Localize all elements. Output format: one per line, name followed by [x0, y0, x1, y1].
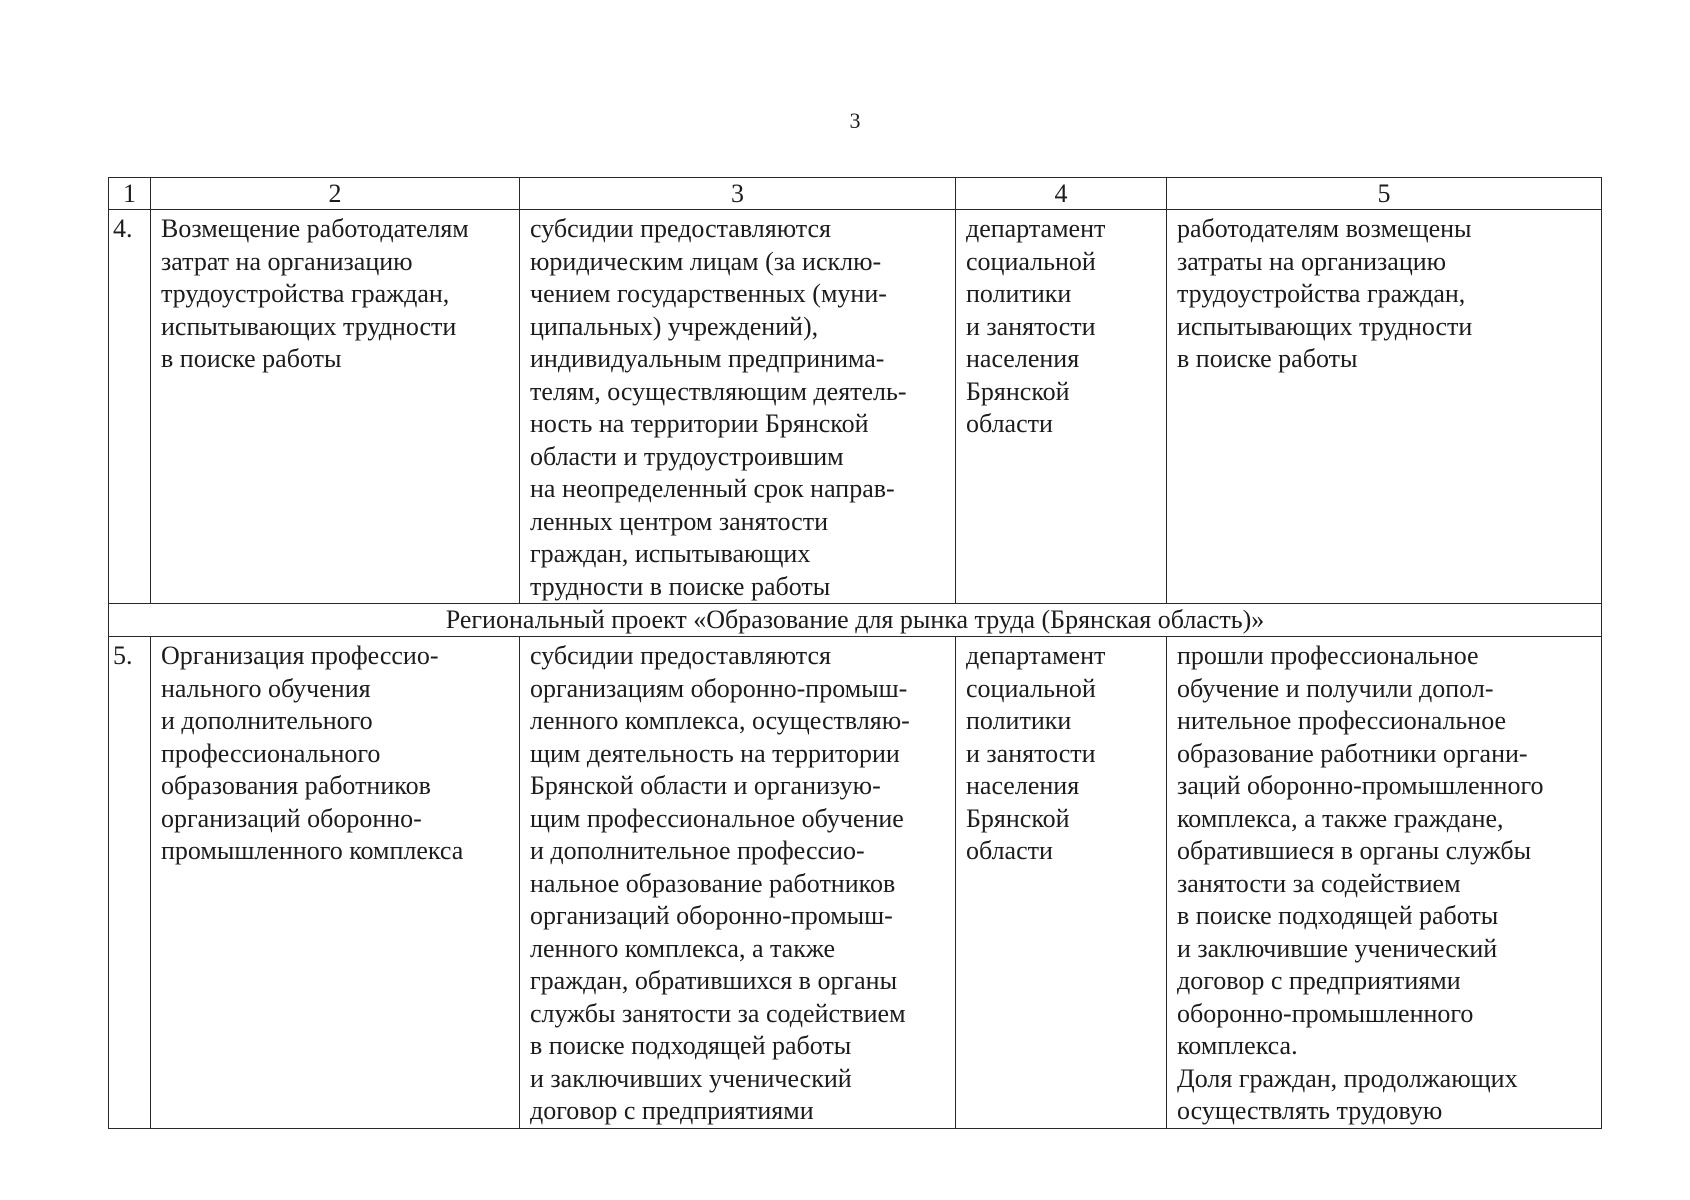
measure-description-cell: субсидии предоставляются юридическим лицам (за исклю- чением государственных (муни- ципальных) учреждений), индивидуальным предпринима- телям, осуществляющим деятель- ность на территории Брянской области и трудоустроившим на неопределенный срок направ- ленных центром занятости граждан, испытывающих трудности в поиске работы [520, 210, 956, 604]
header-cell-5: 5 [1167, 178, 1602, 210]
table-row [109, 637, 1602, 1129]
row-number: 4. [109, 210, 151, 604]
table-row [109, 210, 1602, 604]
measures-table [108, 177, 1602, 1129]
row-number: 5. [109, 637, 151, 1129]
header-cell-3: 3 [520, 178, 956, 210]
section-title: Региональный проект «Образование для рынка труда (Брянская область)» [109, 604, 1602, 637]
table-header-row [109, 178, 1602, 210]
measure-description-cell: субсидии предоставляются организациям оборонно-промыш- ленного комплекса, осуществляю- щим деятельность на территории Брянской области и организую- щим профессиональное обучение и дополнительное профессио- нальное образование работников организаций оборонно-промыш- ленного комплекса, а также граждан, обратившихся в органы службы занятости за содействием в поиске подходящей работы и заключивших ученический договор с предприятиями [520, 637, 956, 1129]
header-cell-1: 1 [109, 178, 151, 210]
responsible-executor-cell: департамент социальной политики и занятости населения Брянской области [956, 637, 1167, 1129]
measure-name-cell: Возмещение работодателям затрат на организацию трудоустройства граждан, испытывающих трудности в поиске работы [151, 210, 520, 604]
expected-result-cell: прошли профессиональное обучение и получили допол- нительное профессиональное образование работники органи- заций оборонно-промышленного комплекса, а также граждане, обратившиеся в органы службы занятости за содействием в поиске подходящей работы и заключившие ученический договор с предприятиями оборонно-промышленного комплекса. Доля граждан, продолжающих осуществлять трудовую [1167, 637, 1602, 1129]
section-row [109, 604, 1602, 637]
measure-name-cell: Организация профессио- нального обучения и дополнительного профессионального образования работников организаций оборонно- промышленного комплекса [151, 637, 520, 1129]
page-number: 3 [849, 108, 861, 133]
responsible-executor-cell: департамент социальной политики и занятости населения Брянской области [956, 210, 1167, 604]
header-cell-4: 4 [956, 178, 1167, 210]
expected-result-cell: работодателям возмещены затраты на организацию трудоустройства граждан, испытывающих трудности в поиске работы [1167, 210, 1602, 604]
header-cell-2: 2 [151, 178, 520, 210]
